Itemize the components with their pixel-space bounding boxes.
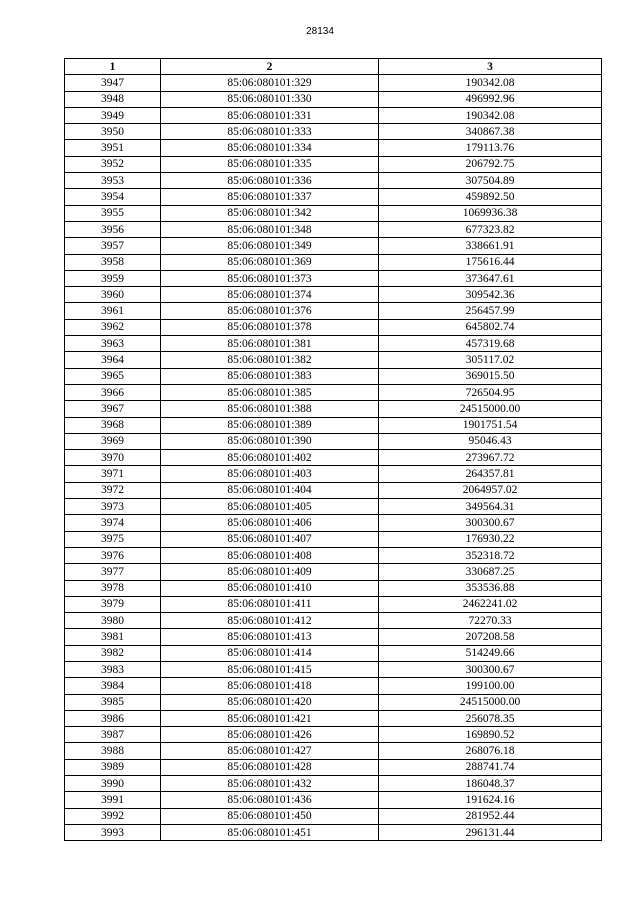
- row-number-cell: 3974: [65, 515, 161, 531]
- row-number-cell: 3988: [65, 743, 161, 759]
- cadastral-number-cell: 85:06:080101:420: [161, 694, 379, 710]
- cadastral-number-cell: 85:06:080101:410: [161, 580, 379, 596]
- table-row: [65, 629, 602, 645]
- table-row: [65, 401, 602, 417]
- cadastral-number-cell: 85:06:080101:415: [161, 661, 379, 677]
- cadastral-number-cell: 85:06:080101:330: [161, 91, 379, 107]
- cadastral-number-cell: 85:06:080101:348: [161, 221, 379, 237]
- row-number-cell: 3960: [65, 287, 161, 303]
- table-row: [65, 303, 602, 319]
- table-row: [65, 384, 602, 400]
- value-cell: 300300.67: [379, 661, 602, 677]
- row-number-cell: 3978: [65, 580, 161, 596]
- table-row: [65, 189, 602, 205]
- cadastral-number-cell: 85:06:080101:369: [161, 254, 379, 270]
- value-cell: 369015.50: [379, 368, 602, 384]
- cadastral-number-cell: 85:06:080101:337: [161, 189, 379, 205]
- value-cell: 264357.81: [379, 466, 602, 482]
- value-cell: 457319.68: [379, 336, 602, 352]
- value-cell: 677323.82: [379, 221, 602, 237]
- cadastral-number-cell: 85:06:080101:413: [161, 629, 379, 645]
- cadastral-number-cell: 85:06:080101:411: [161, 596, 379, 612]
- page-number: 28134: [306, 26, 334, 37]
- value-cell: 190342.08: [379, 107, 602, 123]
- row-number-cell: 3980: [65, 613, 161, 629]
- row-number-cell: 3949: [65, 107, 161, 123]
- value-cell: 95046.43: [379, 433, 602, 449]
- table-row: [65, 710, 602, 726]
- table-row: [65, 156, 602, 172]
- row-number-cell: 3956: [65, 221, 161, 237]
- value-cell: 268076.18: [379, 743, 602, 759]
- value-cell: 281952.44: [379, 808, 602, 824]
- cadastral-number-cell: 85:06:080101:403: [161, 466, 379, 482]
- cadastral-number-cell: 85:06:080101:426: [161, 727, 379, 743]
- value-cell: 206792.75: [379, 156, 602, 172]
- row-number-cell: 3985: [65, 694, 161, 710]
- value-cell: 176930.22: [379, 531, 602, 547]
- table-row: [65, 270, 602, 286]
- row-number-cell: 3955: [65, 205, 161, 221]
- table-row: [65, 91, 602, 107]
- row-number-cell: 3975: [65, 531, 161, 547]
- cadastral-number-cell: 85:06:080101:334: [161, 140, 379, 156]
- column-header-3: 3: [379, 59, 602, 75]
- value-cell: 352318.72: [379, 547, 602, 563]
- cadastral-number-cell: 85:06:080101:418: [161, 678, 379, 694]
- row-number-cell: 3969: [65, 433, 161, 449]
- row-number-cell: 3977: [65, 564, 161, 580]
- row-number-cell: 3982: [65, 645, 161, 661]
- cadastral-number-cell: 85:06:080101:342: [161, 205, 379, 221]
- table-row: [65, 466, 602, 482]
- cadastral-number-cell: 85:06:080101:373: [161, 270, 379, 286]
- cadastral-number-cell: 85:06:080101:383: [161, 368, 379, 384]
- value-cell: 256078.35: [379, 710, 602, 726]
- row-number-cell: 3970: [65, 450, 161, 466]
- cadastral-number-cell: 85:06:080101:414: [161, 645, 379, 661]
- table-row: [65, 743, 602, 759]
- row-number-cell: 3992: [65, 808, 161, 824]
- value-cell: 24515000.00: [379, 694, 602, 710]
- cadastral-number-cell: 85:06:080101:432: [161, 776, 379, 792]
- table-row: [65, 287, 602, 303]
- value-cell: 2064957.02: [379, 482, 602, 498]
- value-cell: 169890.52: [379, 727, 602, 743]
- table-row: [65, 140, 602, 156]
- table-row: [65, 238, 602, 254]
- registry-table: [64, 58, 602, 841]
- value-cell: 307504.89: [379, 173, 602, 189]
- value-cell: 24515000.00: [379, 401, 602, 417]
- row-number-cell: 3950: [65, 124, 161, 140]
- table-row: [65, 759, 602, 775]
- table-row: [65, 417, 602, 433]
- row-number-cell: 3964: [65, 352, 161, 368]
- row-number-cell: 3961: [65, 303, 161, 319]
- value-cell: 514249.66: [379, 645, 602, 661]
- row-number-cell: 3981: [65, 629, 161, 645]
- table-row: [65, 319, 602, 335]
- table-row: [65, 205, 602, 221]
- row-number-cell: 3947: [65, 75, 161, 91]
- row-number-cell: 3952: [65, 156, 161, 172]
- cadastral-number-cell: 85:06:080101:390: [161, 433, 379, 449]
- table-header: [65, 59, 602, 75]
- table-row: [65, 221, 602, 237]
- value-cell: 300300.67: [379, 515, 602, 531]
- table-row: [65, 580, 602, 596]
- header-row: [65, 59, 602, 75]
- value-cell: 330687.25: [379, 564, 602, 580]
- cadastral-number-cell: 85:06:080101:329: [161, 75, 379, 91]
- value-cell: 1901751.54: [379, 417, 602, 433]
- table-row: [65, 499, 602, 515]
- table-row: [65, 694, 602, 710]
- row-number-cell: 3971: [65, 466, 161, 482]
- cadastral-number-cell: 85:06:080101:376: [161, 303, 379, 319]
- table-row: [65, 433, 602, 449]
- table-row: [65, 368, 602, 384]
- cadastral-number-cell: 85:06:080101:388: [161, 401, 379, 417]
- value-cell: 256457.99: [379, 303, 602, 319]
- table-row: [65, 482, 602, 498]
- cadastral-number-cell: 85:06:080101:408: [161, 547, 379, 563]
- row-number-cell: 3959: [65, 270, 161, 286]
- row-number-cell: 3972: [65, 482, 161, 498]
- value-cell: 191624.16: [379, 792, 602, 808]
- cadastral-number-cell: 85:06:080101:436: [161, 792, 379, 808]
- row-number-cell: 3968: [65, 417, 161, 433]
- value-cell: 72270.33: [379, 613, 602, 629]
- value-cell: 296131.44: [379, 824, 602, 840]
- value-cell: 353536.88: [379, 580, 602, 596]
- value-cell: 2462241.02: [379, 596, 602, 612]
- value-cell: 207208.58: [379, 629, 602, 645]
- cadastral-number-cell: 85:06:080101:382: [161, 352, 379, 368]
- cadastral-number-cell: 85:06:080101:349: [161, 238, 379, 254]
- row-number-cell: 3954: [65, 189, 161, 205]
- column-header-1: 1: [65, 59, 161, 75]
- table-row: [65, 531, 602, 547]
- table-row: [65, 776, 602, 792]
- column-header-2: 2: [161, 59, 379, 75]
- table-row: [65, 515, 602, 531]
- cadastral-number-cell: 85:06:080101:389: [161, 417, 379, 433]
- row-number-cell: 3990: [65, 776, 161, 792]
- table-row: [65, 596, 602, 612]
- row-number-cell: 3991: [65, 792, 161, 808]
- cadastral-number-cell: 85:06:080101:406: [161, 515, 379, 531]
- value-cell: 645802.74: [379, 319, 602, 335]
- table-row: [65, 727, 602, 743]
- cadastral-number-cell: 85:06:080101:336: [161, 173, 379, 189]
- row-number-cell: 3948: [65, 91, 161, 107]
- value-cell: 199100.00: [379, 678, 602, 694]
- row-number-cell: 3993: [65, 824, 161, 840]
- value-cell: 349564.31: [379, 499, 602, 515]
- value-cell: 175616.44: [379, 254, 602, 270]
- value-cell: 273967.72: [379, 450, 602, 466]
- cadastral-number-cell: 85:06:080101:385: [161, 384, 379, 400]
- value-cell: 373647.61: [379, 270, 602, 286]
- row-number-cell: 3983: [65, 661, 161, 677]
- cadastral-number-cell: 85:06:080101:412: [161, 613, 379, 629]
- row-number-cell: 3967: [65, 401, 161, 417]
- row-number-cell: 3976: [65, 547, 161, 563]
- row-number-cell: 3957: [65, 238, 161, 254]
- table-row: [65, 808, 602, 824]
- value-cell: 190342.08: [379, 75, 602, 91]
- table-row: [65, 645, 602, 661]
- table-row: [65, 173, 602, 189]
- table-row: [65, 336, 602, 352]
- table-row: [65, 124, 602, 140]
- value-cell: 288741.74: [379, 759, 602, 775]
- row-number-cell: 3962: [65, 319, 161, 335]
- table-row: [65, 792, 602, 808]
- table-row: [65, 564, 602, 580]
- value-cell: 186048.37: [379, 776, 602, 792]
- cadastral-number-cell: 85:06:080101:409: [161, 564, 379, 580]
- table-row: [65, 678, 602, 694]
- row-number-cell: 3953: [65, 173, 161, 189]
- value-cell: 179113.76: [379, 140, 602, 156]
- cadastral-number-cell: 85:06:080101:405: [161, 499, 379, 515]
- value-cell: 1069936.38: [379, 205, 602, 221]
- cadastral-number-cell: 85:06:080101:450: [161, 808, 379, 824]
- cadastral-number-cell: 85:06:080101:427: [161, 743, 379, 759]
- cadastral-number-cell: 85:06:080101:381: [161, 336, 379, 352]
- value-cell: 338661.91: [379, 238, 602, 254]
- cadastral-number-cell: 85:06:080101:404: [161, 482, 379, 498]
- row-number-cell: 3973: [65, 499, 161, 515]
- cadastral-number-cell: 85:06:080101:378: [161, 319, 379, 335]
- table-row: [65, 547, 602, 563]
- value-cell: 496992.96: [379, 91, 602, 107]
- table-row: [65, 613, 602, 629]
- row-number-cell: 3951: [65, 140, 161, 156]
- table-row: [65, 254, 602, 270]
- cadastral-number-cell: 85:06:080101:402: [161, 450, 379, 466]
- table-row: [65, 450, 602, 466]
- table-row: [65, 107, 602, 123]
- row-number-cell: 3965: [65, 368, 161, 384]
- cadastral-number-cell: 85:06:080101:374: [161, 287, 379, 303]
- cadastral-number-cell: 85:06:080101:333: [161, 124, 379, 140]
- table-row: [65, 352, 602, 368]
- row-number-cell: 3984: [65, 678, 161, 694]
- row-number-cell: 3987: [65, 727, 161, 743]
- table-row: [65, 75, 602, 91]
- table-body: [65, 75, 602, 841]
- cadastral-number-cell: 85:06:080101:407: [161, 531, 379, 547]
- cadastral-number-cell: 85:06:080101:335: [161, 156, 379, 172]
- cadastral-number-cell: 85:06:080101:331: [161, 107, 379, 123]
- row-number-cell: 3963: [65, 336, 161, 352]
- value-cell: 726504.95: [379, 384, 602, 400]
- row-number-cell: 3958: [65, 254, 161, 270]
- table-row: [65, 661, 602, 677]
- row-number-cell: 3989: [65, 759, 161, 775]
- cadastral-number-cell: 85:06:080101:421: [161, 710, 379, 726]
- cadastral-number-cell: 85:06:080101:451: [161, 824, 379, 840]
- table-row: [65, 824, 602, 840]
- value-cell: 459892.50: [379, 189, 602, 205]
- row-number-cell: 3979: [65, 596, 161, 612]
- value-cell: 309542.36: [379, 287, 602, 303]
- cadastral-number-cell: 85:06:080101:428: [161, 759, 379, 775]
- value-cell: 340867.38: [379, 124, 602, 140]
- value-cell: 305117.02: [379, 352, 602, 368]
- row-number-cell: 3986: [65, 710, 161, 726]
- row-number-cell: 3966: [65, 384, 161, 400]
